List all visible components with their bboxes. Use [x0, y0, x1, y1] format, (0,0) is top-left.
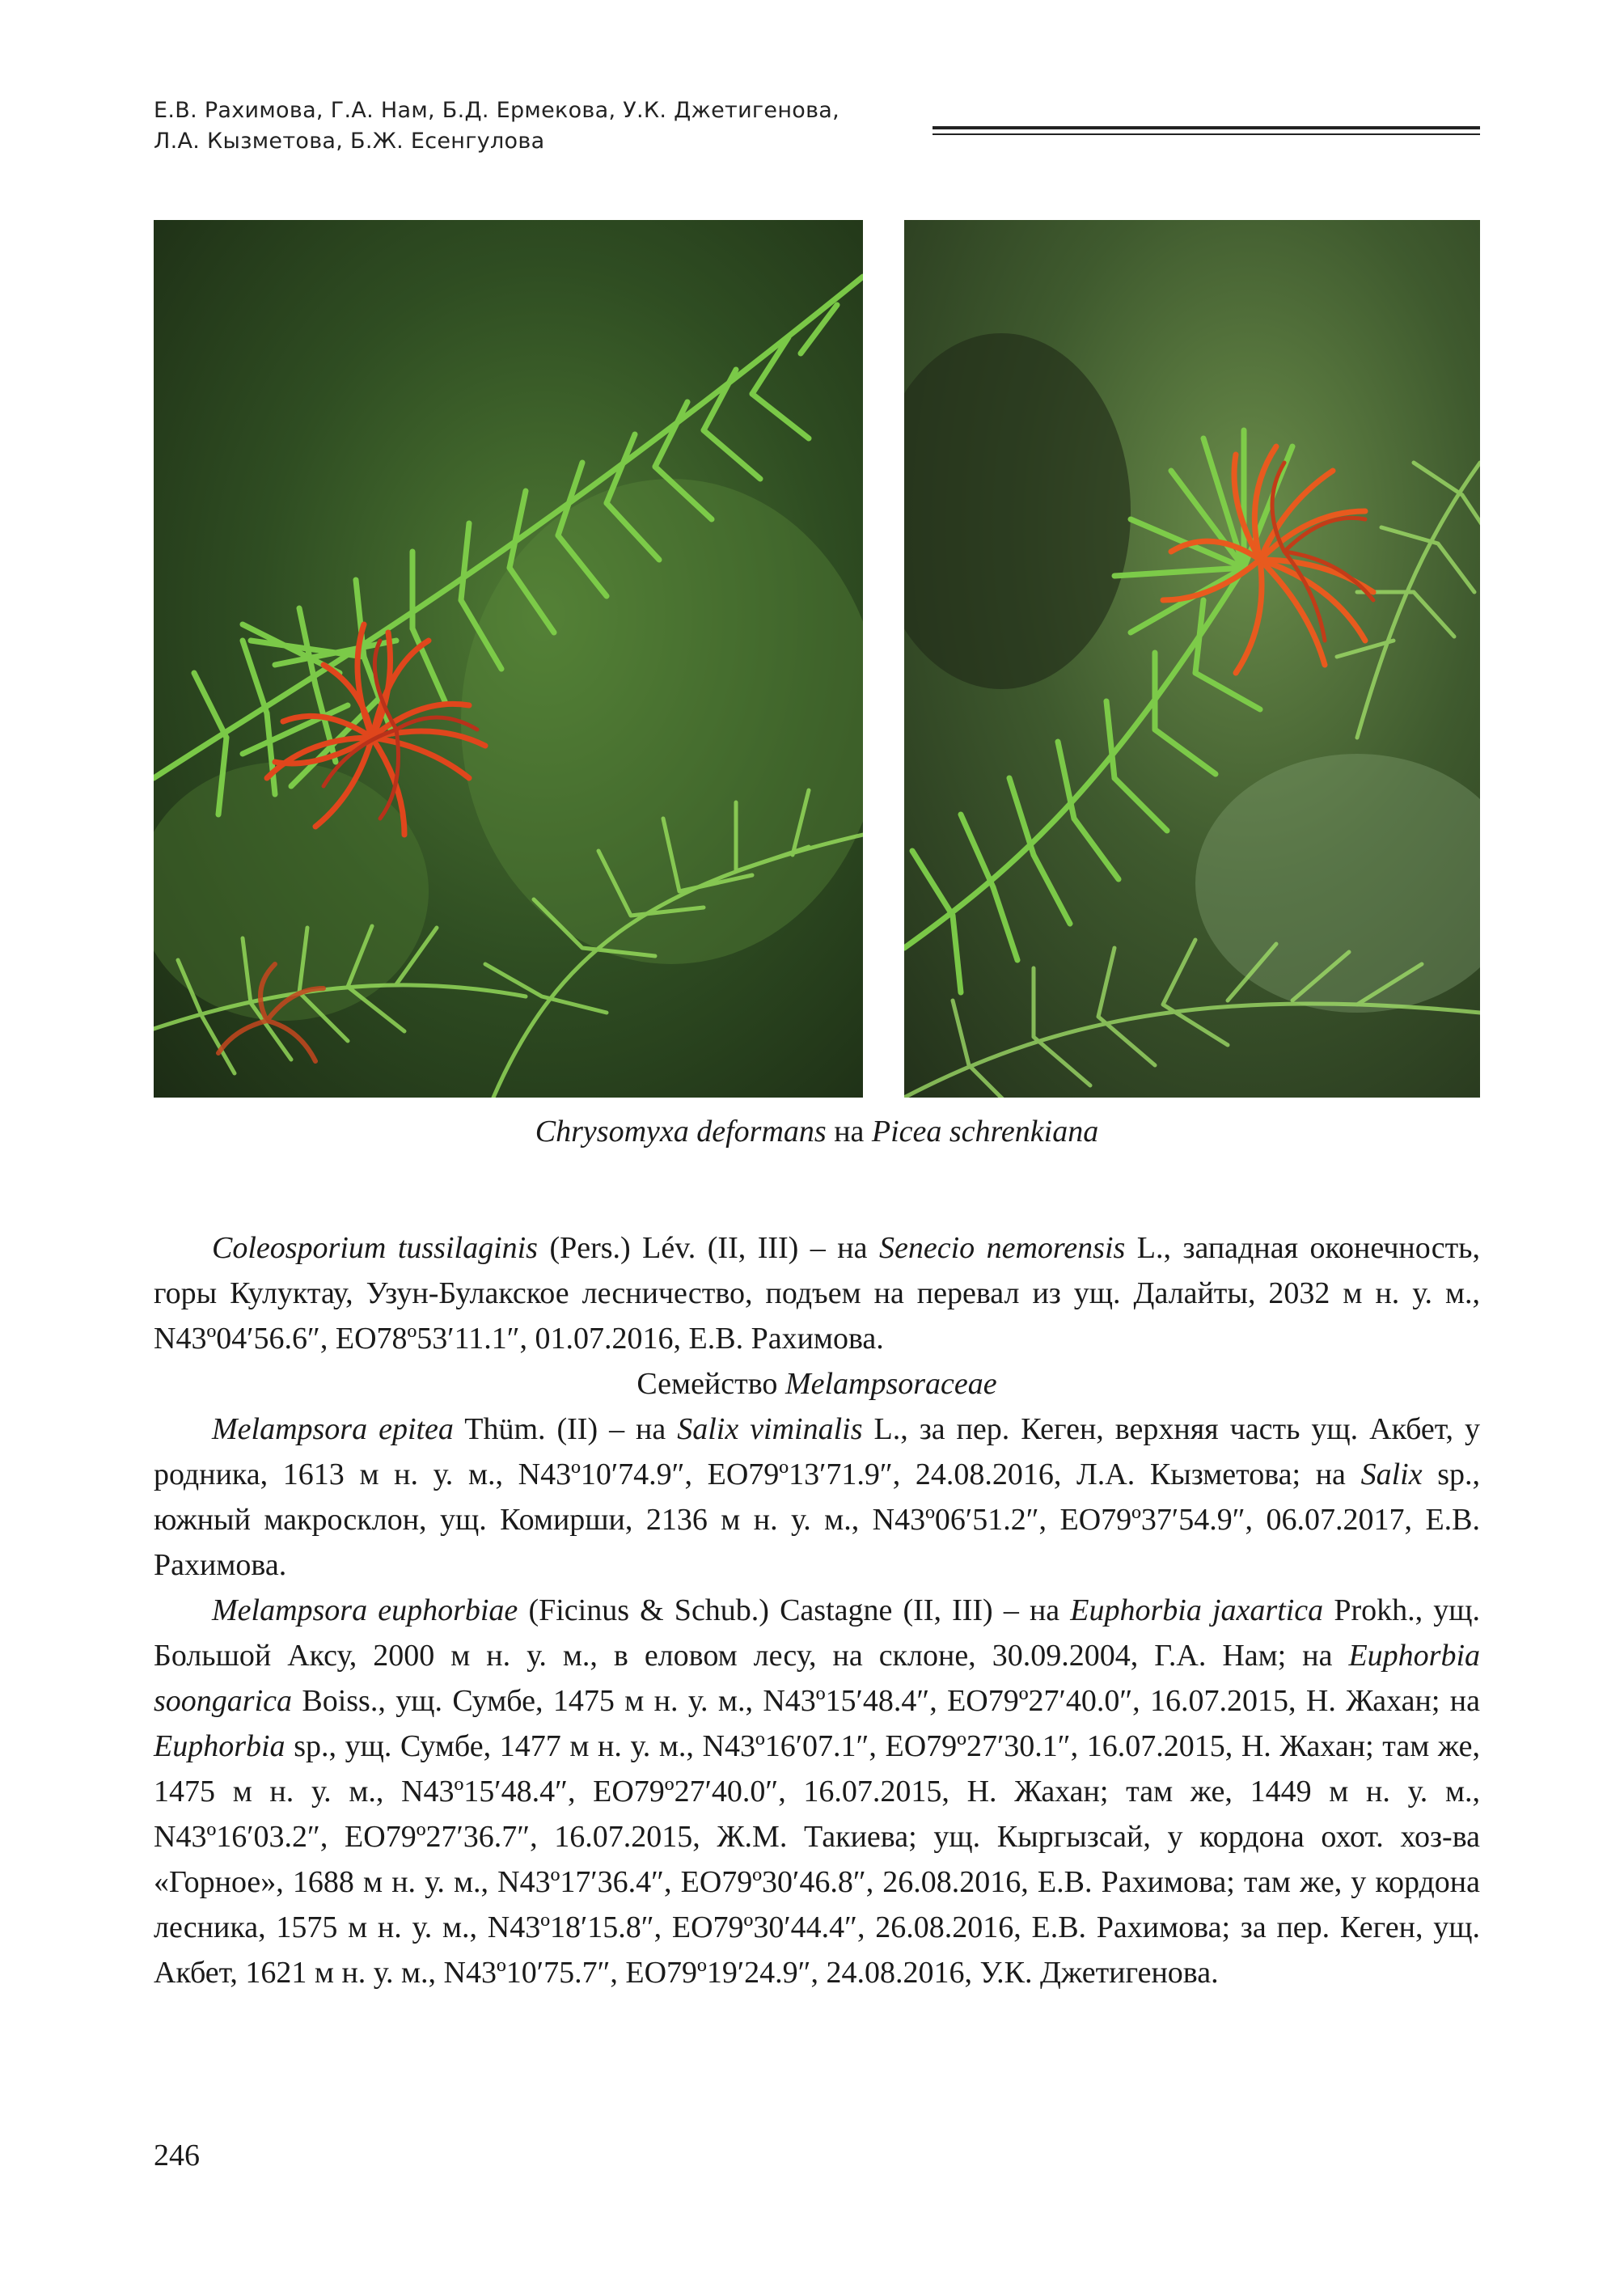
text-run: Prokh., ущ. Большой Аксу, 2000 м н. у. м., в еловом лесу, на склоне, 30.09.2004, Г.А. Нам; на [154, 1593, 1480, 1673]
text-run: (Pers.) Lév. (II, III) – на [537, 1231, 879, 1265]
host-name: Salix viminalis [677, 1412, 863, 1446]
host-name: Euphorbia soongarica [154, 1639, 1480, 1718]
family-heading [154, 1361, 1480, 1407]
paragraph-coleosporium [154, 1225, 1480, 1361]
header-authors-line-2: Л.А. Кызметова, Б.Ж. Есенгулова [154, 129, 545, 154]
text-run: Boiss., ущ. Сумбе, 1475 м н. у. м., N43º15′48.4″, EO79º27′40.0″, 16.07.2015, Н. Жахан; на [292, 1684, 1480, 1718]
caption-species: Chrysomyxa deformans [535, 1115, 827, 1149]
family-label: Семейство [636, 1367, 785, 1401]
host-name: Euphorbia jaxartica [1070, 1593, 1324, 1627]
caption-on: на [826, 1115, 872, 1149]
text-run: L., за пер. Кеген, верхняя часть ущ. Акбет, у родника, 1613 м н. у. м., N43º10′74.9″, EO79º13′71.9″, 24.08.2016, Л.А. Кызметова; на [154, 1412, 1481, 1491]
text-run: sp., южный макросклон, ущ. Комирши, 2136 м н. у. м., N43º06′51.2″, EO79º37′54.9″, 06.07.2017, Е.В. Рахимова. [154, 1457, 1480, 1582]
text-run: sp., ущ. Сумбе, 1477 м н. у. м., N43º16′07.1″, EO79º27′30.1″, 16.07.2015, Н. Жахан; там же, 1475 м н. у. м., N43º15′48.4″, EO79º27′40.0″, 16.07.2015, Н. Жахан; там же, 1449 м н. у. м., N43º16′03.2″, EO79º27′36.7″, 16.07.2015, Ж.М. Такиева; ущ. Кыргызсай, у кордона охот. хоз-ва «Горное», 1688 м н. у. м., N43º17′36.4″, EO79º30′46.8″, 26.08.2016, Е.В. Рахимова; там же, у кордона лесника, 1575 м н. у. м., N43º18′15.8″, EO79º30′44.4″, 26.08.2016, Е.В. Рахимова; за пер. Кеген, ущ. Акбет, 1621 м н. у. м., N43º10′75.7″, EO79º19′24.9″, 24.08.2016, У.К. Джетигенова. [154, 1729, 1480, 1990]
host-name: Salix [1360, 1457, 1423, 1491]
header-double-rule [933, 126, 1480, 137]
figure-caption [154, 1111, 1480, 1152]
paragraph-melampsora-euphorbiae [154, 1588, 1480, 1995]
paragraph-melampsora-epitea [154, 1407, 1480, 1588]
species-name: Coleosporium tussilaginis [212, 1231, 538, 1265]
caption-host: Picea schrenkiana [871, 1115, 1099, 1149]
text-run: Thüm. (II) – на [453, 1412, 678, 1446]
species-name: Melampsora epitea [212, 1412, 454, 1446]
species-name: Melampsora euphorbiae [212, 1593, 518, 1627]
page-number: 246 [154, 2139, 200, 2172]
running-header [154, 95, 898, 157]
photo-spruce-rust-left [154, 220, 863, 1098]
text-run: (Ficinus & Schub.) Castagne (II, III) – на [518, 1593, 1071, 1627]
photo-spruce-rust-right [904, 220, 1480, 1098]
header-authors-line-1: Е.В. Рахимова, Г.А. Нам, Б.Д. Ермекова, У.К. Джетигенова, [154, 98, 840, 123]
host-name: Senecio nemorensis [878, 1231, 1126, 1265]
family-name: Melampsoraceae [785, 1367, 997, 1401]
article-body [154, 1225, 1480, 1995]
host-name: Euphorbia [154, 1729, 285, 1763]
text-run: L., западная оконечность, горы Кулуктау, Узун-Булакское лесничество, подъем на перевал из ущ. Далайты, 2032 м н. у. м., N43º04′56.6″, EO78º53′11.1″, 01.07.2016, Е.В. Рахимова. [154, 1231, 1481, 1356]
